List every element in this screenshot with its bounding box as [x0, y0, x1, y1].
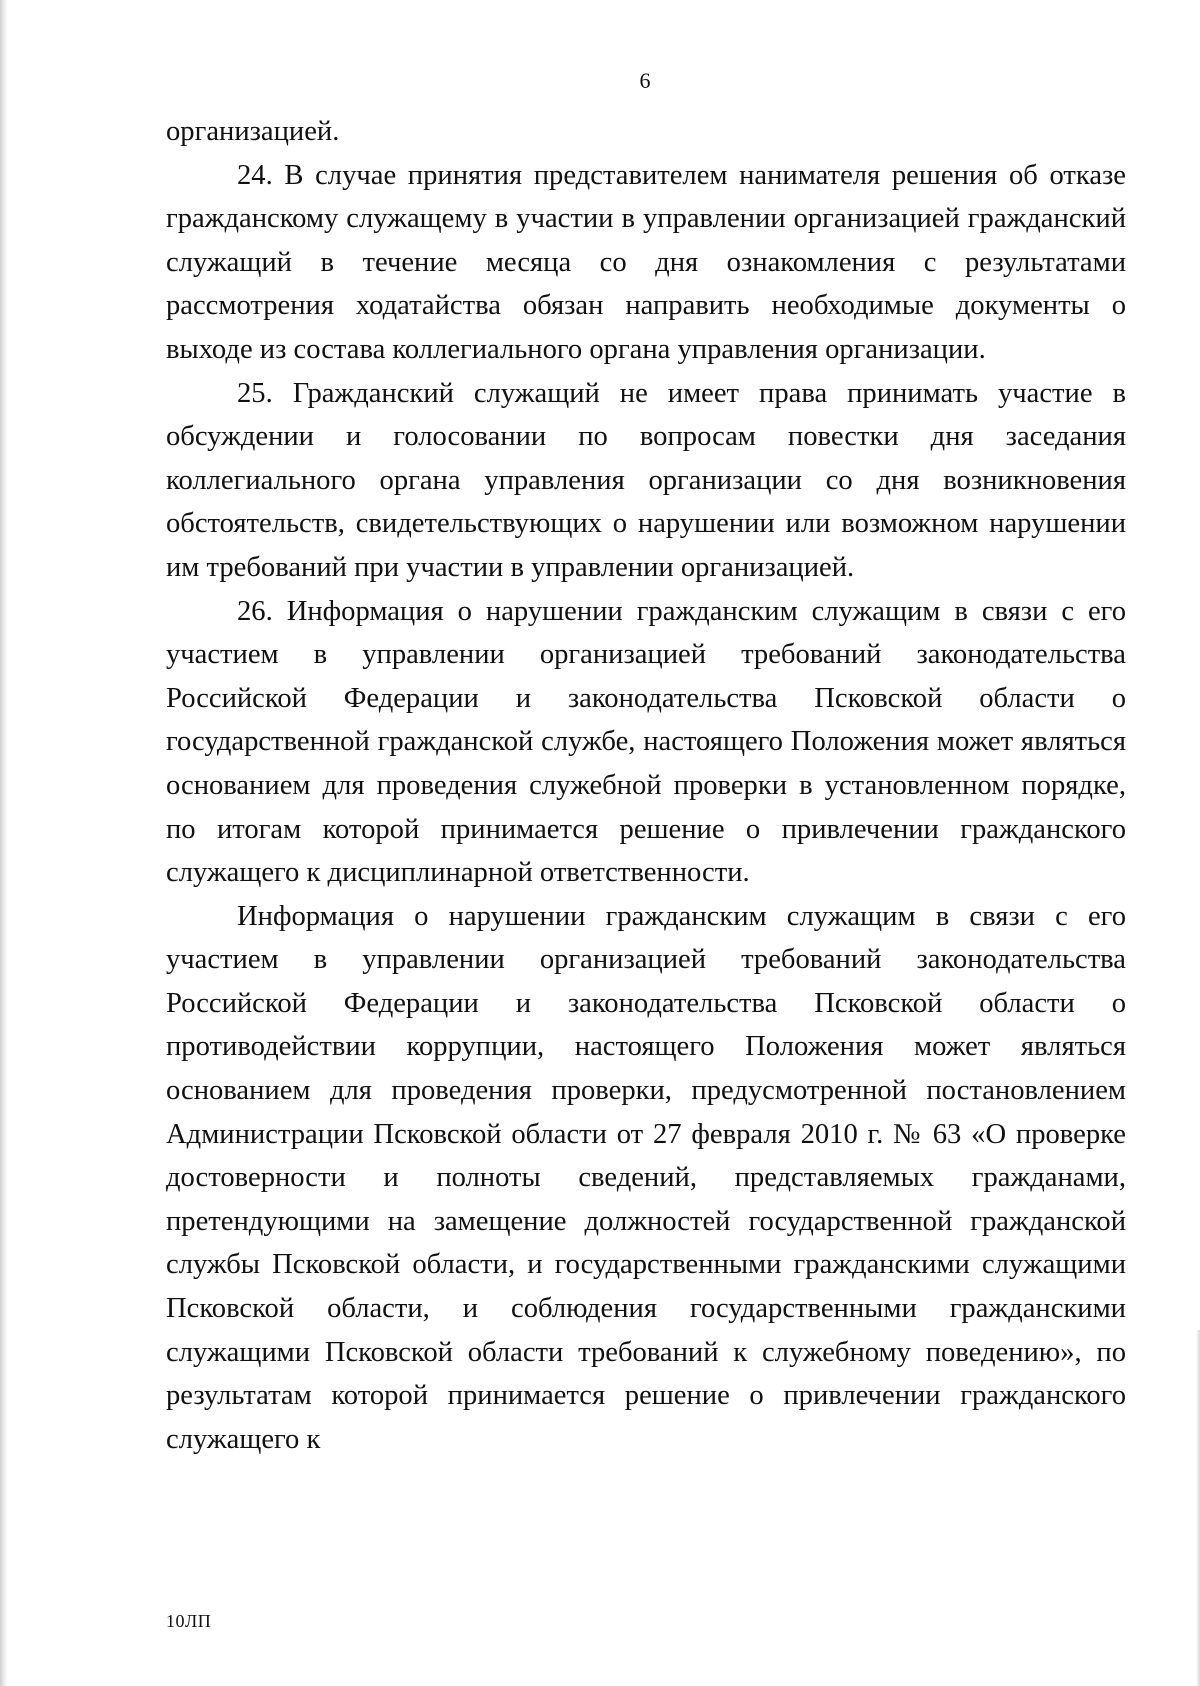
footer-code: 10ЛП — [166, 1611, 212, 1631]
paragraph-continuation: организацией. — [166, 116, 340, 147]
paragraph-24: 24. В случае принятия представителем нанимателя решения об отказе гражданскому служащему в участии в управлении организацией гражданский служащий в течение месяца со дня ознакомления с результатами рассмотрения ходатайства обязан направить необходимые документы о выходе из состава коллегиального органа управления организации. — [166, 159, 1126, 365]
paragraph-26-continued: Информация о нарушении гражданским служащим в связи с его участием в управлении организацией требований законодательства Российской Федерации и законодательства Псковской области о противодействии коррупции, настоящего Положения может являться основанием для проведения проверки, предусмотренной постановлением Администрации Псковской области от 27 февраля 2010 г. № 63 «О проверке достоверности и полноты сведений, представляемых гражданами, претендующими на замещение должностей государственной гражданской службы Псковской области, и государственными гражданскими служащими Псковской области, и соблюдения государственными гражданскими служащими Псковской области требований к служебному поведению», по результатам которой принимается решение о привлечении гражданского служащего к — [166, 900, 1126, 1455]
paragraph-26: 26. Информация о нарушении гражданским служащим в связи с его участием в управлении организацией требований законодательства Российской Федерации и законодательства Псковской области о государственной гражданской службе, настоящего Положения может являться основанием для проведения служебной проверки в установленном порядке, по итогам которой принимается решение о привлечении гражданского служащего к дисциплинарной ответственности. — [166, 595, 1126, 889]
document-body — [166, 110, 1126, 1461]
scan-edge-left — [0, 0, 8, 1686]
scan-edge-right — [1196, 1330, 1200, 1686]
page-number: 6 — [639, 68, 651, 93]
paragraph-25: 25. Гражданский служащий не имеет права принимать участие в обсуждении и голосовании по вопросам повестки дня заседания коллегиального органа управления организации со дня возникновения обстоятельств, свидетельствующих о нарушении или возможном нарушении им требований при участии в управлении организацией. — [166, 377, 1126, 583]
